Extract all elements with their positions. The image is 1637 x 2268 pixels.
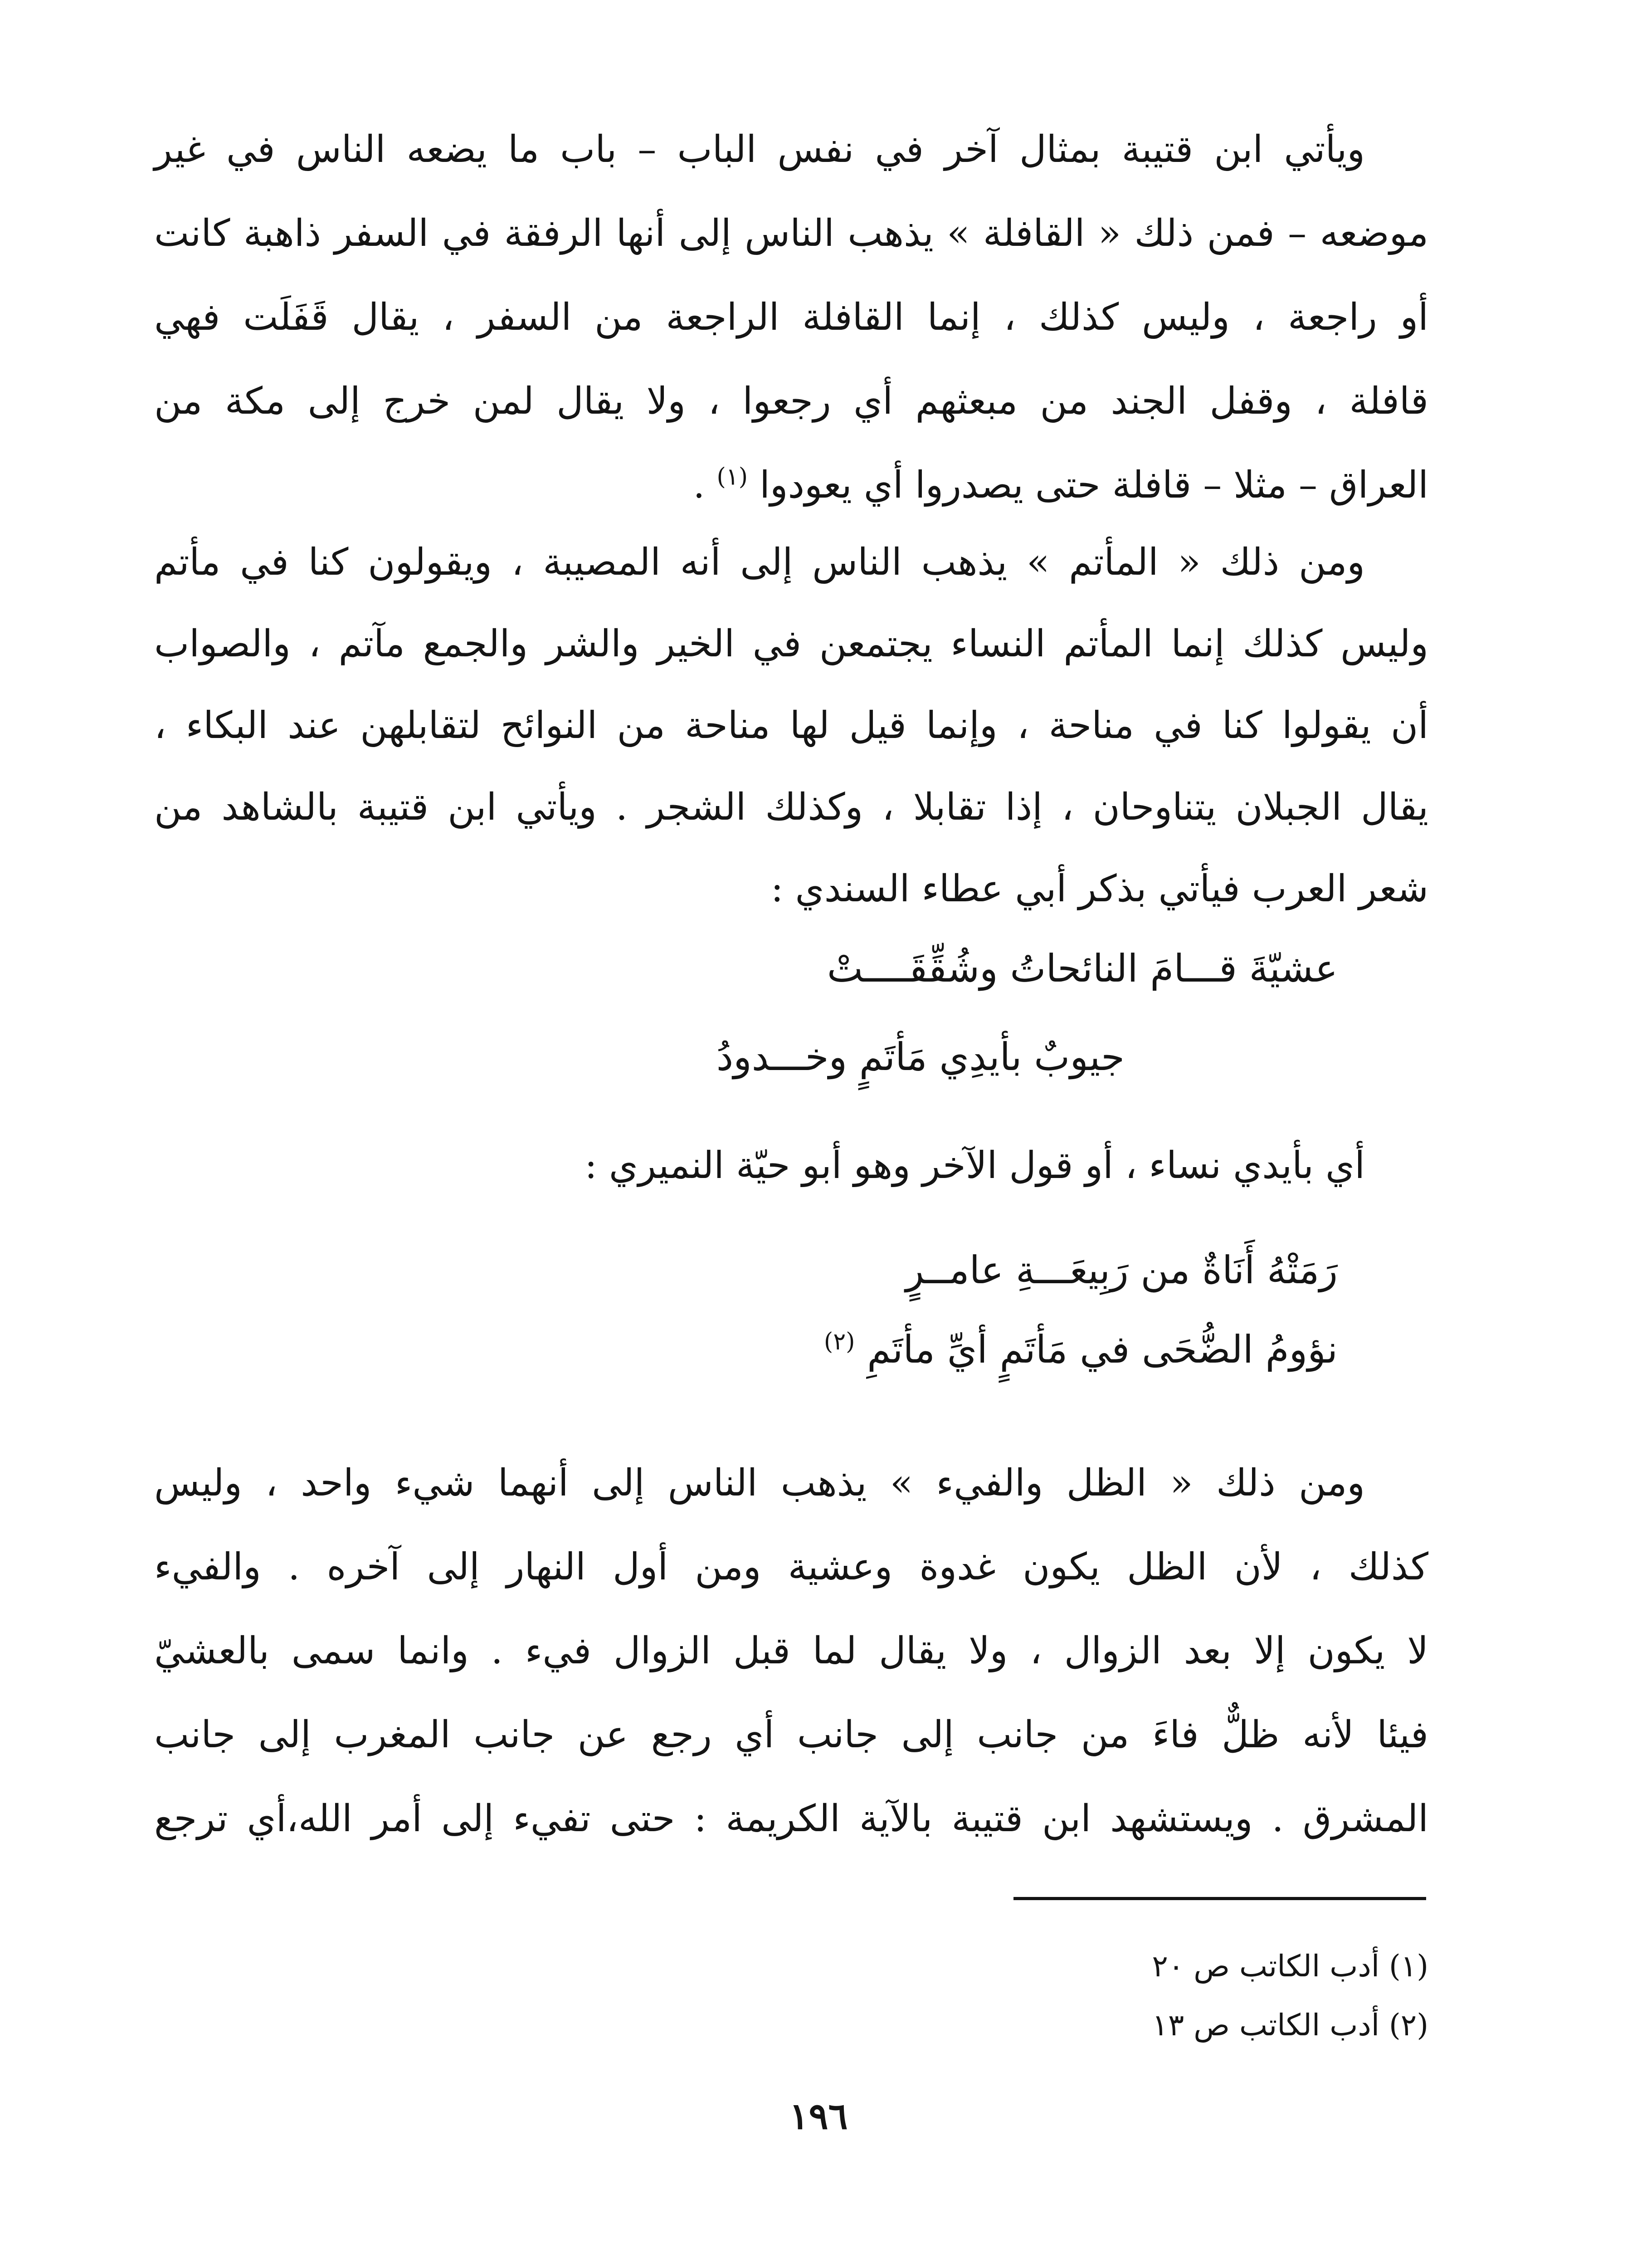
paragraph-1-line-2: موضعه – فمن ذلك « القافلة » يذهب الناس إلى أنها الرفقة في السفر ذاهبة كانت [154,212,1428,255]
poem-2-line-1: رَمَتْهُ أَنَاةٌ من رَبِيعَـــةِ عامــرٍ [906,1248,1338,1292]
paragraph-1-line-1: ويأتي ابن قتيبة بمثال آخر في نفس الباب – باب ما يضعه الناس في غير [154,128,1365,171]
paragraph-1-line-4: قافلة ، وقفل الجند من مبعثهم أي رجعوا ، ولا يقال لمن خرج إلى مكة من [154,380,1428,423]
paragraph-2-line-1: ومن ذلك « المأتم » يذهب الناس إلى أنه المصيبة ، ويقولون كنا في مأتم [154,541,1365,584]
paragraph-4-line-5: المشرق . ويستشهد ابن قتيبة بالآية الكريمة : حتى تفيء إلى أمر الله،أي ترجع [154,1797,1428,1840]
footnote-1: (١) أدب الكاتب ص ٢٠ [1152,1949,1428,1984]
footnote-separator [1013,1897,1426,1900]
poem-2-line-2-text: نؤومُ الضُّحَى في مَأتَمٍ أيِّ مأتَمِ [867,1327,1338,1372]
paragraph-3-line-1: أي بأيدي نساء ، أو قول الآخر وهو أبو حيّة النميري : [585,1144,1365,1187]
poem-2-line-2 [824,1315,1338,1383]
footnote-2: (٢) أدب الكاتب ص ١٣ [1152,2008,1428,2043]
footnote-ref-2: (٢) [823,1328,855,1355]
paragraph-1-line-3: أو راجعة ، وليس كذلك ، إنما القافلة الراجعة من السفر ، يقال قَفَلَت فهي [154,296,1428,339]
paragraph-1-line-5-text: العراق – مثلا – قافلة حتى يصدروا أي يعودوا [760,464,1428,507]
paragraph-1-line-5 [154,451,1428,519]
paragraph-4-line-2: كذلك ، لأن الظل يكون غدوة وعشية ومن أول النهار إلى آخره . والفيء [154,1545,1428,1589]
footnote-ref-1: (١) [716,463,748,491]
paragraph-4-line-1: ومن ذلك « الظل والفيء » يذهب الناس إلى أنهما شيء واحد ، وليس [154,1461,1365,1505]
paragraph-2-line-3: أن يقولوا كنا في مناحة ، وإنما قيل لها مناحة من النوائح لتقابلهن عند البكاء ، [154,704,1428,747]
paragraph-4-line-3: لا يكون إلا بعد الزوال ، ولا يقال لما قبل الزوال فيء . وانما سمى بالعشيّ [154,1629,1428,1672]
poem-1-line-2: جيوبٌ بأيدِي مَأتَمٍ وخـــدودُ [716,1035,1125,1079]
paragraph-2-line-5: شعر العرب فيأتي بذكر أبي عطاء السندي : [770,867,1428,910]
poem-1-line-1: عشيّةَ قـــامَ النائحاتُ وشُقِّقَــــتْ [827,946,1338,991]
page-number: ١٩٦ [789,2095,848,2137]
paragraph-2-line-2: وليس كذلك إنما المأتم النساء يجتمعن في الخير والشر والجمع مآتم ، والصواب [154,622,1428,665]
paragraph-2-line-4: يقال الجبلان يتناوحان ، إذا تقابلا ، وكذلك الشجر . ويأتي ابن قتيبة بالشاهد من [154,786,1428,829]
paragraph-4-line-4: فيئا لأنه ظلٌّ فاءَ من جانب إلى جانب أي رجع عن جانب المغرب إلى جانب [154,1713,1428,1756]
paragraph-1-end-dot: . [693,464,705,507]
